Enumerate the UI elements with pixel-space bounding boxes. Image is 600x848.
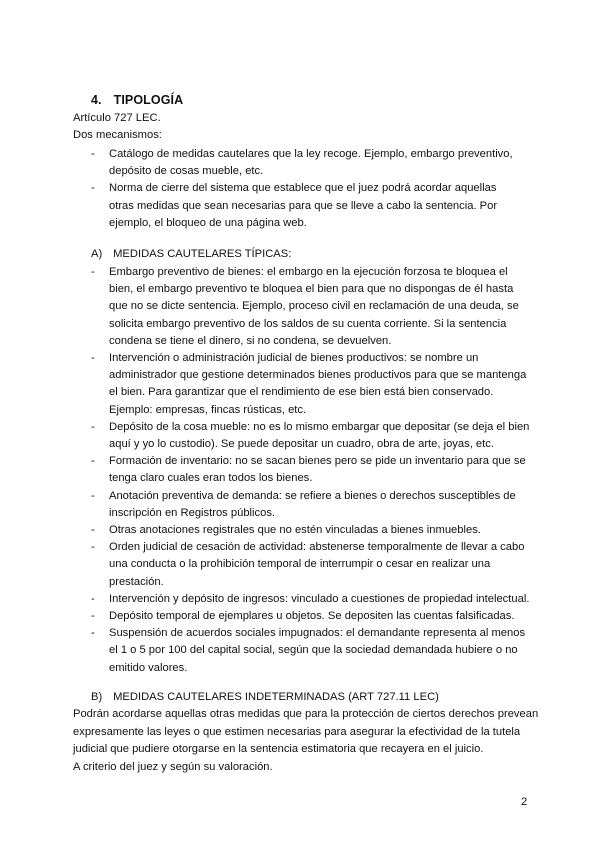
- dash-bullet: -: [91, 148, 95, 160]
- list-item: [91, 146, 521, 180]
- list-item: [91, 419, 531, 453]
- list-item: [91, 350, 531, 419]
- heading-number: 4.: [91, 93, 102, 107]
- list-item-text: Embargo preventivo de bienes: el embargo en la ejecución forzosa te bloquea el bien, el embargo preventivo te bloquea el bien para que no dispongas de él hasta que no se dicte sentencia. Ejemplo, proceso civil en reclamación de una deuda, se solicita embargo preventivo de los saldos de su cuenta corriente. Si la sentencia condena se tiene el dinero, si no condena, se devuelven.: [109, 266, 519, 347]
- list-item-text: Formación de inventario: no se sacan bienes pero se pide un inventario para que se tenga claro cuales eran todos los bienes.: [109, 455, 526, 485]
- list-item-text: Intervención o administración judicial de bienes productivos: se nombre un administrador que gestione determinados bienes productivos para que se mantenga el bien. Para garantizar que el rendimiento de ese bien está bien conservado. Ejemplo: empresas, fincas rústicas, etc.: [109, 352, 527, 416]
- section-a-title: [91, 246, 291, 262]
- section-a-title-text: MEDIDAS CAUTELARES TÍPICAS:: [113, 248, 292, 260]
- list-item-text: Catálogo de medidas cautelares que la ley recoge. Ejemplo, embargo preventivo, depósito de cosas mueble, etc.: [109, 148, 513, 178]
- section-b-paragraph: Podrán acordarse aquellas otras medidas que para la protección de ciertos derechos prevean expresamente las leyes o que estimen necesarias para asegurar la efectividad de la tutela judicial que pudiere otorgarse en la sentencia estimatoria que recayera en el juicio.: [73, 708, 539, 755]
- section-b-closing: A criterio del juez y según su valoración.: [73, 761, 273, 773]
- list-item-text: Norma de cierre del sistema que establece que el juez podrá acordar aquellas otras medidas que sean necesarias para que se lleve a cabo la sentencia. Por ejemplo, el bloqueo de una página web.: [109, 182, 498, 229]
- heading-title: TIPOLOGÍA: [113, 93, 184, 107]
- section-a-label: A): [91, 248, 103, 260]
- list-item-text: Otras anotaciones registrales que no estén vinculadas a bienes inmuebles.: [109, 524, 481, 537]
- dash-bullet: -: [91, 266, 95, 278]
- section-heading: [91, 93, 183, 107]
- list-item-text: Anotación preventiva de demanda: se refiere a bienes o derechos susceptibles de inscripción en Registros públicos.: [109, 489, 516, 519]
- dash-bullet: -: [91, 455, 95, 468]
- section-b-title-text: MEDIDAS CAUTELARES INDETERMINADAS (ART 727.11 LEC): [113, 691, 439, 703]
- dash-bullet: -: [91, 420, 95, 433]
- mechanisms-intro: Dos mecanismos:: [73, 129, 162, 141]
- mechanisms-list: [91, 146, 521, 232]
- dash-bullet: -: [91, 541, 95, 554]
- dash-bullet: -: [91, 627, 95, 640]
- dash-bullet: -: [91, 610, 95, 623]
- list-item-text: Intervención y depósito de ingresos: vinculado a cuestiones de propiedad intelectual.: [109, 592, 530, 605]
- list-item: [91, 608, 531, 625]
- list-item-text: Depósito de la cosa mueble: no es lo mismo embargar que depositar (se deja el bien aquí y yo lo custodio). Se puede depositar un cuadro, obra de arte, joyas, etc.: [109, 420, 530, 451]
- list-item-text: Orden judicial de cesación de actividad: abstenerse temporalmente de llevar a cabo una conducta o la prohibición temporal de interrumpir o cesar en realizar una prestación.: [109, 541, 525, 588]
- list-item: [91, 539, 531, 591]
- dash-bullet: -: [91, 182, 95, 195]
- dash-bullet: -: [91, 489, 95, 502]
- page-number: 2: [521, 796, 528, 808]
- dash-bullet: -: [91, 592, 95, 605]
- section-b-title: [91, 689, 439, 705]
- list-item-text: Depósito temporal de ejemplares u objetos. Se depositen las cuentas falsificadas.: [109, 610, 515, 623]
- list-item: [91, 264, 531, 350]
- list-item: [91, 522, 531, 539]
- dash-bullet: -: [91, 352, 95, 365]
- list-item: [91, 453, 531, 487]
- list-item: [91, 591, 531, 608]
- section-b-label: B): [91, 691, 103, 703]
- typical-measures-list: [91, 264, 531, 677]
- article-reference: Artículo 727 LEC.: [73, 112, 161, 124]
- list-item: [91, 488, 531, 522]
- list-item: [91, 180, 521, 232]
- dash-bullet: -: [91, 524, 95, 537]
- list-item: [91, 625, 531, 677]
- list-item-text: Suspensión de acuerdos sociales impugnados: el demandante representa al menos el 1 o 5 por 100 del capital social, según que la sociedad demandada hubiere o no emitido valores.: [109, 627, 526, 674]
